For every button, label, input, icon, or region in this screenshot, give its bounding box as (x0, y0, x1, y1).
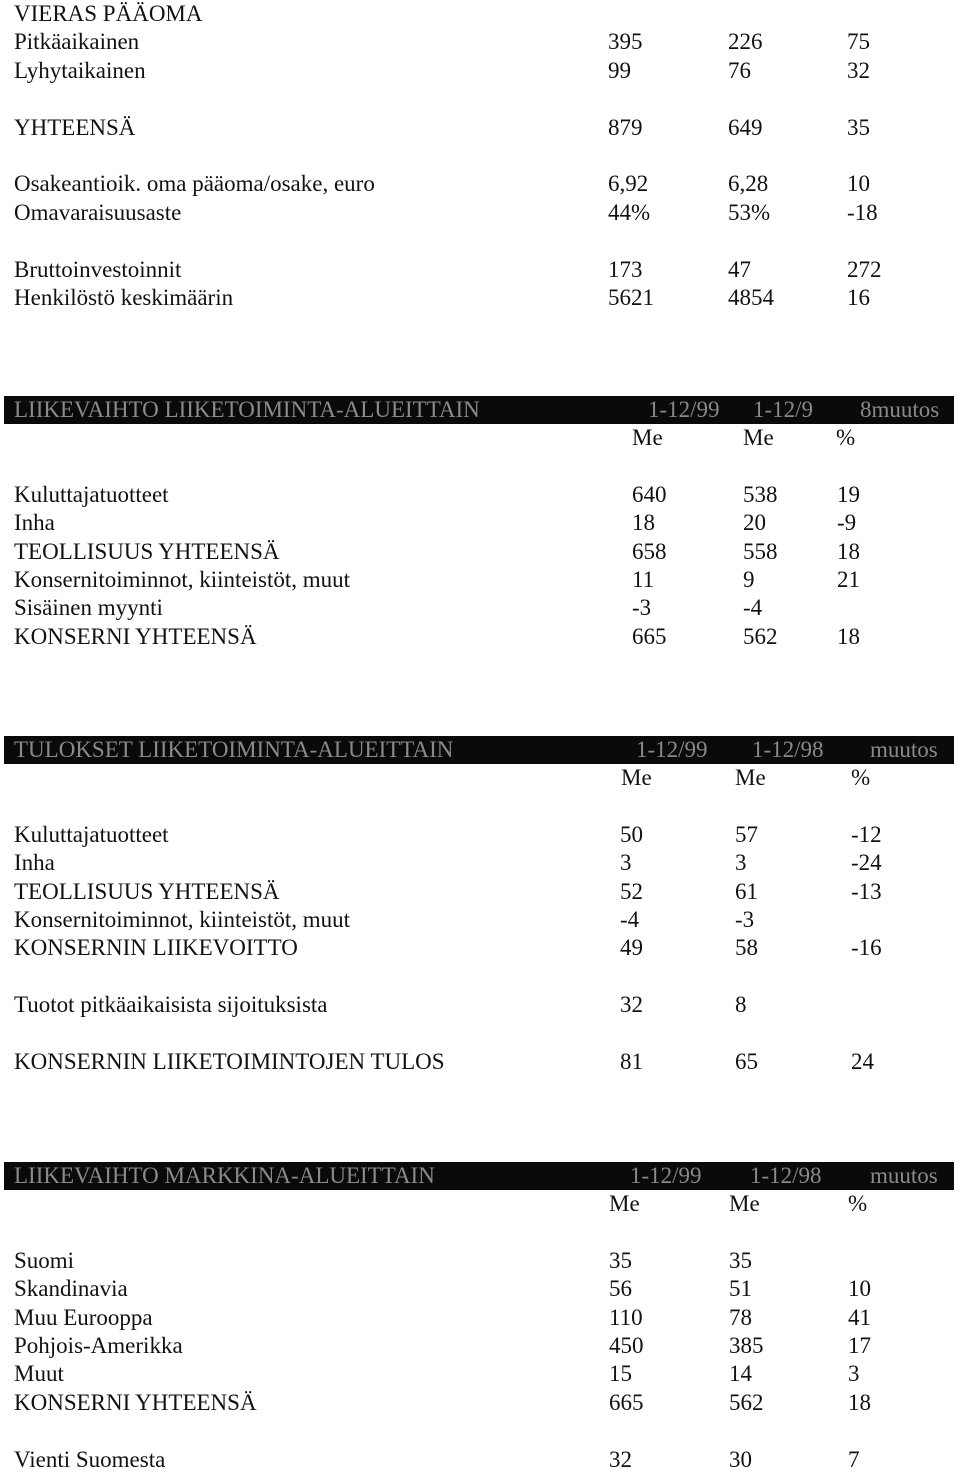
table-row (0, 1020, 960, 1048)
row-label: Pohjois-Amerikka (14, 1332, 183, 1358)
table-row (0, 1304, 960, 1332)
section-heading (0, 0, 960, 28)
table-row (0, 256, 960, 284)
row-label: Suomi (14, 1247, 75, 1273)
value-current: 99 (608, 57, 631, 83)
value-change: 21 (837, 566, 860, 592)
value-change: 75 (847, 29, 870, 55)
table-row (0, 170, 960, 198)
value-change: 32 (847, 57, 870, 83)
value-change: 272 (847, 256, 882, 282)
row-label: KONSERNIN LIIKEVOITTO (14, 935, 298, 961)
units-row (0, 424, 960, 452)
table-row (0, 284, 960, 312)
value-previous: 3 (735, 850, 747, 876)
value-previous: 78 (729, 1304, 752, 1330)
value-current: 665 (632, 623, 667, 649)
table-row (0, 623, 960, 651)
table-row (0, 227, 960, 255)
value-current: 395 (608, 29, 643, 55)
table-row (0, 452, 960, 480)
value-change: 7 (848, 1446, 860, 1472)
column-header-previous: 1-12/98 (750, 1163, 822, 1188)
balance-rows (0, 28, 960, 312)
unit-previous: Me (743, 425, 774, 450)
value-current: 56 (609, 1276, 632, 1302)
value-previous: 61 (735, 878, 758, 904)
table-row (0, 878, 960, 906)
row-label: YHTEENSÄ (14, 114, 136, 140)
row-label: Muut (14, 1361, 64, 1387)
row-label: Skandinavia (14, 1276, 128, 1302)
row-label: KONSERNIN LIIKETOIMINTOJEN TULOS (14, 1048, 445, 1074)
value-current: 32 (609, 1446, 632, 1472)
column-header-current: 1-12/99 (648, 397, 720, 422)
column-header-change: muutos (870, 1163, 938, 1188)
revenue-by-business-section (0, 396, 960, 651)
value-previous: 6,28 (728, 171, 769, 197)
value-previous: 226 (728, 29, 763, 55)
value-current: 640 (632, 481, 667, 507)
section-title: LIIKEVAIHTO MARKKINA-ALUEITTAIN (14, 1163, 435, 1188)
value-previous: 57 (735, 821, 758, 847)
column-header-change: 8muutos (860, 397, 940, 422)
units-row (0, 1190, 960, 1218)
section-header-band (4, 396, 954, 424)
value-change: 3 (848, 1361, 860, 1387)
table-row (0, 906, 960, 934)
value-change: -24 (851, 850, 882, 876)
value-change: 19 (837, 481, 860, 507)
section-rows (0, 1218, 960, 1474)
row-label: Muu Eurooppa (14, 1304, 153, 1330)
row-label: TEOLLISUUS YHTEENSÄ (14, 538, 280, 564)
table-row (0, 566, 960, 594)
value-change: -18 (847, 199, 878, 225)
section-header-band (4, 1162, 954, 1190)
unit-current: Me (632, 425, 663, 450)
row-label: Lyhytaikainen (14, 57, 146, 83)
unit-previous: Me (735, 765, 766, 790)
value-previous: 47 (728, 256, 751, 282)
column-header-previous: 1-12/98 (752, 737, 824, 762)
section-rows (0, 452, 960, 651)
row-label: Tuotot pitkäaikaisista sijoituksista (14, 992, 328, 1018)
unit-change: % (848, 1191, 868, 1216)
value-change: 18 (837, 538, 860, 564)
value-change: 24 (851, 1048, 874, 1074)
value-current: 32 (620, 992, 643, 1018)
table-row (0, 85, 960, 113)
table-row (0, 481, 960, 509)
column-header-current: 1-12/99 (636, 737, 708, 762)
table-row (0, 1332, 960, 1360)
table-row (0, 142, 960, 170)
row-label: Inha (14, 850, 55, 876)
value-current: 450 (609, 1332, 644, 1358)
value-change: 18 (837, 623, 860, 649)
table-row (0, 849, 960, 877)
table-row (0, 1417, 960, 1445)
value-change: -13 (851, 878, 882, 904)
value-change: 10 (848, 1276, 871, 1302)
value-current: 11 (632, 566, 655, 592)
value-previous: 53% (728, 199, 771, 225)
value-previous: 562 (729, 1389, 764, 1415)
row-label: TEOLLISUUS YHTEENSÄ (14, 878, 280, 904)
value-change: 18 (848, 1389, 871, 1415)
value-current: 18 (632, 510, 655, 536)
table-row (0, 57, 960, 85)
value-current: 3 (620, 850, 632, 876)
value-current: 658 (632, 538, 667, 564)
value-current: 44% (608, 199, 651, 225)
value-previous: 30 (729, 1446, 752, 1472)
units-row (0, 764, 960, 792)
value-previous: -4 (743, 595, 763, 621)
value-change: 17 (848, 1332, 871, 1358)
value-change: -9 (837, 510, 857, 536)
table-row (0, 991, 960, 1019)
row-label: Osakeantioik. oma pääoma/osake, euro (14, 171, 375, 197)
value-change: 10 (847, 171, 870, 197)
table-row (0, 594, 960, 622)
row-label: Bruttoinvestoinnit (14, 256, 182, 282)
value-current: 15 (609, 1361, 632, 1387)
balance-section (0, 0, 960, 312)
value-current: -3 (632, 595, 652, 621)
table-row (0, 114, 960, 142)
row-label: Inha (14, 510, 55, 536)
value-previous: 20 (743, 510, 766, 536)
row-label: Kuluttajatuotteet (14, 821, 169, 847)
value-previous: 538 (743, 481, 778, 507)
section-header-band (4, 736, 954, 764)
row-label: Henkilöstö keskimäärin (14, 284, 234, 310)
value-previous: 558 (743, 538, 778, 564)
value-previous: 9 (743, 566, 755, 592)
revenue-by-market-section (0, 1162, 960, 1474)
value-current: 6,92 (608, 171, 649, 197)
column-header-current: 1-12/99 (630, 1163, 702, 1188)
column-header-change: muutos (870, 737, 938, 762)
table-row (0, 1247, 960, 1275)
value-current: 110 (609, 1304, 643, 1330)
value-change: 35 (847, 114, 870, 140)
table-row (0, 792, 960, 820)
value-previous: 58 (735, 935, 758, 961)
row-label: Konsernitoiminnot, kiinteistöt, muut (14, 906, 351, 932)
value-current: -4 (620, 906, 640, 932)
value-change: -12 (851, 821, 882, 847)
table-row (0, 199, 960, 227)
table-row (0, 538, 960, 566)
value-current: 50 (620, 821, 643, 847)
table-row (0, 1389, 960, 1417)
unit-change: % (851, 765, 871, 790)
value-current: 665 (609, 1389, 644, 1415)
value-current: 173 (608, 256, 643, 282)
value-current: 879 (608, 114, 643, 140)
unit-current: Me (621, 765, 652, 790)
value-current: 5621 (608, 284, 654, 310)
value-change: 16 (847, 284, 870, 310)
section-title: LIIKEVAIHTO LIIKETOIMINTA-ALUEITTAIN (14, 397, 480, 422)
value-current: 52 (620, 878, 643, 904)
table-row (0, 28, 960, 56)
table-row (0, 1360, 960, 1388)
table-row (0, 1275, 960, 1303)
table-row (0, 963, 960, 991)
value-previous: 649 (728, 114, 763, 140)
value-change: -16 (851, 935, 882, 961)
section-title: TULOKSET LIIKETOIMINTA-ALUEITTAIN (14, 737, 454, 762)
value-previous: 51 (729, 1276, 752, 1302)
row-label: Sisäinen myynti (14, 595, 163, 621)
value-previous: 8 (735, 992, 747, 1018)
row-label: KONSERNI YHTEENSÄ (14, 1389, 257, 1415)
table-row (0, 1218, 960, 1246)
value-current: 81 (620, 1048, 643, 1074)
row-label: Pitkäaikainen (14, 29, 140, 55)
row-label: Omavaraisuusaste (14, 199, 182, 225)
row-label: Konsernitoiminnot, kiinteistöt, muut (14, 566, 351, 592)
unit-previous: Me (729, 1191, 760, 1216)
value-previous: -3 (735, 906, 755, 932)
table-row (0, 934, 960, 962)
value-previous: 562 (743, 623, 778, 649)
heading-label: VIERAS PÄÄOMA (14, 1, 203, 26)
value-previous: 385 (729, 1332, 764, 1358)
value-current: 35 (609, 1247, 632, 1273)
value-previous: 4854 (728, 284, 774, 310)
unit-current: Me (609, 1191, 640, 1216)
value-change: 41 (848, 1304, 871, 1330)
value-previous: 14 (729, 1361, 752, 1387)
row-label: Vienti Suomesta (14, 1446, 166, 1472)
table-row (0, 821, 960, 849)
value-previous: 76 (728, 57, 751, 83)
results-by-business-section (0, 736, 960, 1076)
value-previous: 35 (729, 1247, 752, 1273)
column-header-previous: 1-12/9 (753, 397, 814, 422)
table-row (0, 509, 960, 537)
section-rows (0, 792, 960, 1076)
value-previous: 65 (735, 1048, 758, 1074)
value-current: 49 (620, 935, 643, 961)
table-row (0, 1048, 960, 1076)
unit-change: % (836, 425, 856, 450)
row-label: Kuluttajatuotteet (14, 481, 169, 507)
row-label: KONSERNI YHTEENSÄ (14, 623, 257, 649)
